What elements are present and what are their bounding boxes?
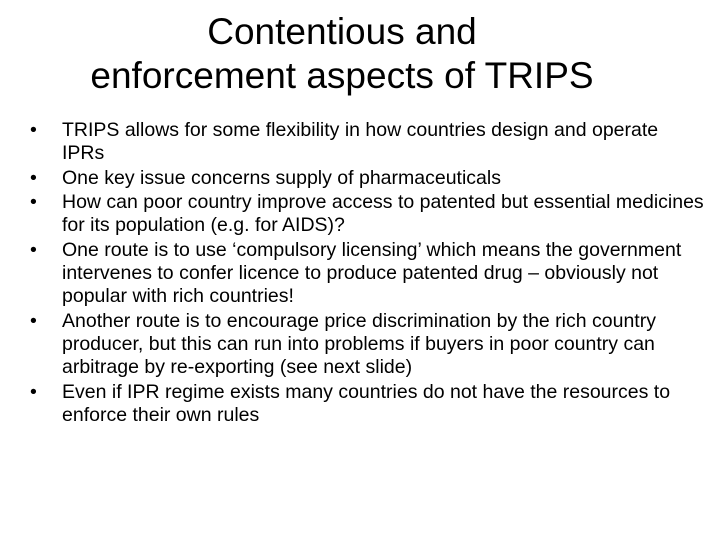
- bullet-text: Another route is to encourage price discrimination by the rich country producer, but this can run into problems if buyers in poor country can arbitrage by re-exporting (see next slide): [62, 309, 656, 379]
- bullet-item: [30, 381, 705, 428]
- slide-title-line-1: Contentious and: [207, 11, 477, 52]
- bullet-icon: •: [30, 238, 37, 261]
- bullet-icon: •: [30, 191, 37, 214]
- bullet-text: How can poor country improve access to patented but essential medicines for its population (e.g. for AIDS)?: [62, 191, 704, 237]
- bullet-item: [30, 167, 705, 190]
- bullet-item: [30, 119, 705, 166]
- bullet-icon: •: [30, 119, 37, 141]
- bullet-item: [30, 191, 705, 238]
- bullet-icon: •: [30, 166, 37, 189]
- bullet-list: [30, 119, 705, 428]
- slide-title-line-2: enforcement aspects of TRIPS: [90, 55, 594, 96]
- bullet-text: One key issue concerns supply of pharmaceuticals: [62, 166, 501, 189]
- bullet-text: Even if IPR regime exists many countries do not have the resources to enforce their own rules: [62, 380, 671, 427]
- bullet-item: [30, 239, 705, 309]
- bullet-item: [30, 310, 705, 380]
- bullet-text: TRIPS allows for some flexibility in how countries design and operate IPRs: [62, 119, 659, 165]
- slide-title: [30, 10, 654, 98]
- bullet-icon: •: [30, 380, 37, 403]
- bullet-icon: •: [30, 309, 37, 332]
- bullet-text: One route is to use ‘compulsory licensing’ which means the government intervenes to confer licence to produce patented drug – obviously not popular with rich countries!: [62, 238, 682, 308]
